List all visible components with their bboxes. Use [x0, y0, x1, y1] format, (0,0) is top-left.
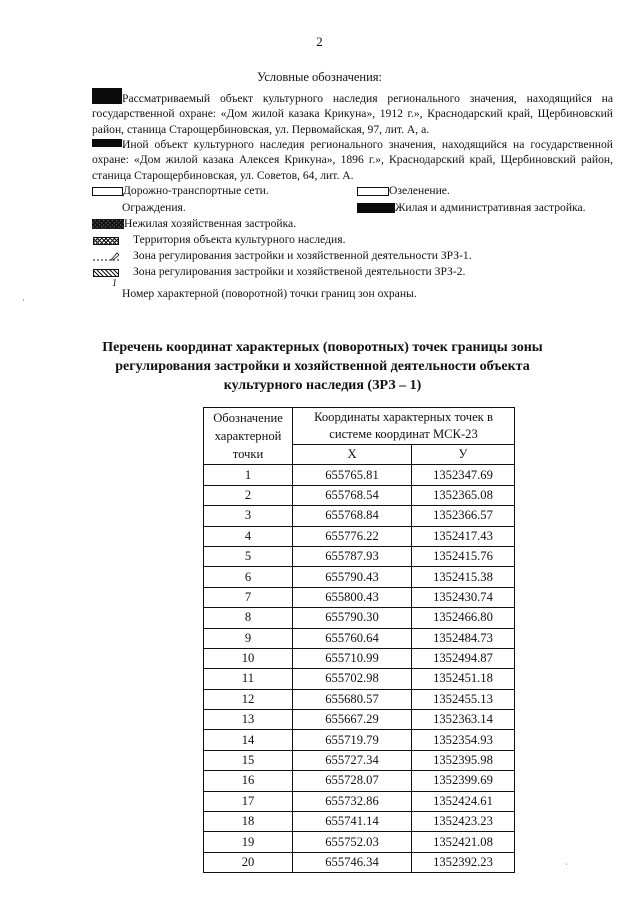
point-number-cell: 17	[204, 791, 293, 811]
table-row	[204, 852, 515, 872]
y-coordinate-cell: 1352451.18	[412, 669, 515, 689]
header-point: Обозначение характерной точки	[204, 408, 293, 465]
point-number-cell: 9	[204, 628, 293, 648]
point-number-cell: 18	[204, 812, 293, 832]
x-coordinate-cell: 655741.14	[293, 812, 412, 832]
point-number-cell: 5	[204, 546, 293, 566]
legend-swatch-roads	[92, 187, 123, 196]
table-row	[204, 608, 515, 628]
legend-zone2-text: Зона регулирования застройки и хозяйственой деятельности ЗРЗ-2.	[133, 265, 466, 278]
x-coordinate-cell: 655710.99	[293, 648, 412, 668]
scan-mark: ˙	[565, 862, 568, 871]
y-coordinate-cell: 1352484.73	[412, 628, 515, 648]
point-number-cell: 16	[204, 771, 293, 791]
point-number-cell: 2	[204, 485, 293, 505]
point-number-cell: 1	[204, 465, 293, 485]
legend-point-symbol: 1	[112, 278, 117, 289]
y-coordinate-cell: 1352392.23	[412, 852, 515, 872]
table-row	[204, 465, 515, 485]
x-coordinate-cell: 655746.34	[293, 852, 412, 872]
point-number-cell: 11	[204, 669, 293, 689]
header-x: X	[293, 445, 412, 465]
x-coordinate-cell: 655760.64	[293, 628, 412, 648]
legend-non-residential	[92, 216, 296, 231]
y-coordinate-cell: 1352421.08	[412, 832, 515, 852]
point-number-cell: 7	[204, 587, 293, 607]
x-coordinate-cell: 655787.93	[293, 546, 412, 566]
y-coordinate-cell: 1352399.69	[412, 771, 515, 791]
legend-title: Условные обозначения:	[256, 70, 383, 84]
table-row	[204, 730, 515, 750]
legend-point-number-text: Номер характерной (поворотной) точки границ зон охраны.	[122, 287, 417, 300]
x-coordinate-cell: 655752.03	[293, 832, 412, 852]
y-coordinate-cell: 1352415.76	[412, 546, 515, 566]
legend-zone2	[93, 264, 465, 279]
y-coordinate-cell: 1352417.43	[412, 526, 515, 546]
table-row	[204, 587, 515, 607]
y-coordinate-cell: 1352395.98	[412, 750, 515, 770]
x-coordinate-cell: 655680.57	[293, 689, 412, 709]
zone1-line-icon	[93, 251, 119, 261]
point-number-cell: 6	[204, 567, 293, 587]
header-y: У	[412, 445, 515, 465]
point-number-cell: 4	[204, 526, 293, 546]
point-number-cell: 13	[204, 710, 293, 730]
x-coordinate-cell: 655702.98	[293, 669, 412, 689]
y-coordinate-cell: 1352365.08	[412, 485, 515, 505]
legend-main-object-text: Рассматриваемый объект культурного наследия регионального значения, находящийся на государственной охране: «Дом жилой казака Крикуна», 1912 г.», Краснодарский край, Щербиновский район, станица Старощербиновская, ул. Первомайская, 97, лит. А, а.	[92, 92, 613, 136]
x-coordinate-cell: 655776.22	[293, 526, 412, 546]
legend-swatch-residential	[357, 203, 395, 213]
y-coordinate-cell: 1352366.57	[412, 506, 515, 526]
y-coordinate-cell: 1352455.13	[412, 689, 515, 709]
point-number-cell: 3	[204, 506, 293, 526]
y-coordinate-cell: 1352424.61	[412, 791, 515, 811]
table-row	[204, 506, 515, 526]
legend-residential	[357, 200, 586, 215]
legend-fences	[122, 200, 186, 215]
y-coordinate-cell: 1352430.74	[412, 587, 515, 607]
table-row	[204, 546, 515, 566]
y-coordinate-cell: 1352423.23	[412, 812, 515, 832]
legend-roads-text: Дорожно-транспортные сети.	[123, 184, 269, 197]
table-row	[204, 628, 515, 648]
legend-greenery-text: Озеленение.	[389, 184, 450, 197]
table-row	[204, 567, 515, 587]
y-coordinate-cell: 1352354.93	[412, 730, 515, 750]
point-number-cell: 14	[204, 730, 293, 750]
legend-fences-text: Ограждения.	[122, 201, 186, 214]
x-coordinate-cell: 655790.43	[293, 567, 412, 587]
legend-swatch-territory	[93, 237, 119, 245]
table-caption: Перечень координат характерных (поворотных) точек границы зоны регулирования застройки и хозяйственной деятельности объекта культурного наследия (ЗРЗ – 1)	[102, 340, 543, 393]
legend-swatch-greenery	[357, 187, 389, 196]
legend-other-object	[92, 137, 613, 183]
table-row	[204, 710, 515, 730]
coordinates-table	[203, 407, 515, 873]
y-coordinate-cell: 1352347.69	[412, 465, 515, 485]
point-number-cell: 10	[204, 648, 293, 668]
x-coordinate-cell: 655768.54	[293, 485, 412, 505]
coordinates-table-body	[204, 465, 515, 873]
marker-dot: ·	[22, 296, 25, 305]
y-coordinate-cell: 1352466.80	[412, 608, 515, 628]
point-number-cell: 19	[204, 832, 293, 852]
x-coordinate-cell: 655790.30	[293, 608, 412, 628]
table-row	[204, 791, 515, 811]
x-coordinate-cell: 655719.79	[293, 730, 412, 750]
table-row	[204, 812, 515, 832]
legend-swatch-zone1	[93, 251, 119, 261]
table-row	[204, 648, 515, 668]
legend-roads	[92, 183, 269, 198]
x-coordinate-cell: 655768.84	[293, 506, 412, 526]
point-number-cell: 20	[204, 852, 293, 872]
x-coordinate-cell: 655732.86	[293, 791, 412, 811]
legend-swatch-black	[92, 139, 122, 147]
x-coordinate-cell: 655765.81	[293, 465, 412, 485]
page-number: 2	[316, 34, 323, 49]
y-coordinate-cell: 1352363.14	[412, 710, 515, 730]
legend-swatch-non-residential	[92, 219, 124, 229]
point-number-cell: 15	[204, 750, 293, 770]
y-coordinate-cell: 1352415.38	[412, 567, 515, 587]
y-coordinate-cell: 1352494.87	[412, 648, 515, 668]
x-coordinate-cell: 655800.43	[293, 587, 412, 607]
table-row	[204, 689, 515, 709]
table-row	[204, 771, 515, 791]
legend-zone1	[93, 248, 472, 263]
x-coordinate-cell: 655728.07	[293, 771, 412, 791]
legend-swatch-zone2	[93, 269, 119, 277]
legend-swatch-black	[92, 88, 122, 104]
point-number-cell: 8	[204, 608, 293, 628]
legend-territory-text: Территория объекта культурного наследия.	[133, 233, 346, 246]
table-row	[204, 750, 515, 770]
header-coords: Координаты характерных точек в системе координат МСК-23	[293, 408, 515, 445]
table-row	[204, 832, 515, 852]
point-number-cell: 12	[204, 689, 293, 709]
legend-point-number	[122, 286, 417, 301]
legend-other-object-text: Иной объект культурного наследия регионального значения, находящийся на государственной охране: «Дом жилой казака Алексея Крикуна», 1896 г.», Краснодарский край, Щербиновский район, станица Старощербиновская, ул. Советов, 64, лит. А.	[92, 138, 613, 182]
legend-territory	[93, 232, 345, 247]
legend-main-object	[92, 88, 613, 137]
legend-greenery	[357, 183, 450, 198]
table-row	[204, 485, 515, 505]
legend-zone1-text: Зона регулирования застройки и хозяйственной деятельности ЗРЗ-1.	[133, 249, 472, 262]
table-row	[204, 526, 515, 546]
legend-residential-text: Жилая и административная застройка.	[395, 201, 586, 214]
table-row	[204, 669, 515, 689]
x-coordinate-cell: 655667.29	[293, 710, 412, 730]
legend-non-residential-text: Нежилая хозяйственная застройка.	[124, 217, 297, 230]
x-coordinate-cell: 655727.34	[293, 750, 412, 770]
